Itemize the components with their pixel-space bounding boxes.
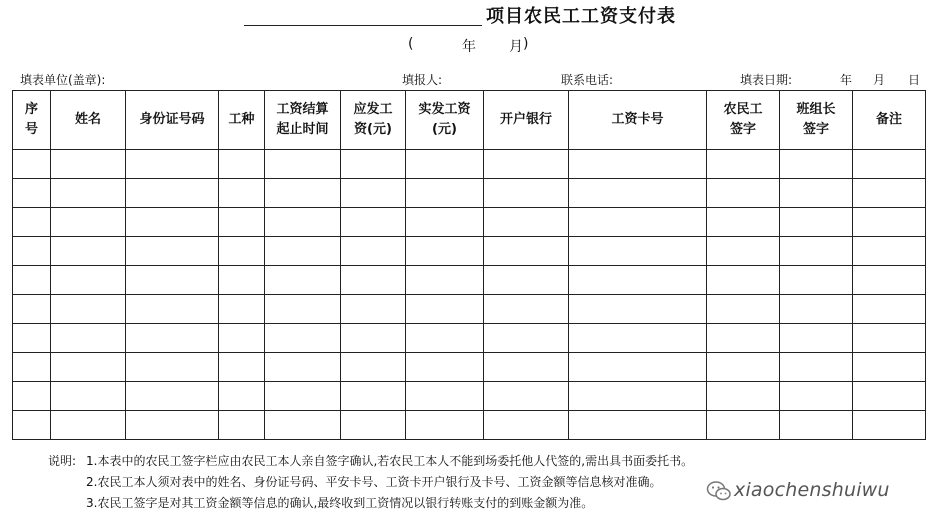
table-cell[interactable] (265, 266, 341, 295)
table-cell[interactable] (341, 237, 406, 266)
table-cell[interactable] (853, 324, 926, 353)
table-cell[interactable] (126, 266, 219, 295)
table-cell[interactable] (484, 208, 569, 237)
table-cell[interactable] (265, 237, 341, 266)
table-cell[interactable] (707, 353, 780, 382)
header-remarks: 备注 (853, 91, 926, 150)
table-cell[interactable] (219, 353, 265, 382)
table-cell[interactable] (707, 411, 780, 440)
table-cell[interactable] (853, 353, 926, 382)
table-cell[interactable] (51, 411, 126, 440)
table-cell[interactable] (126, 411, 219, 440)
table-cell[interactable] (51, 208, 126, 237)
table-cell[interactable] (406, 324, 484, 353)
table-cell[interactable] (265, 353, 341, 382)
table-row (13, 324, 926, 353)
table-cell[interactable] (265, 179, 341, 208)
table-cell[interactable] (126, 353, 219, 382)
table-cell[interactable] (484, 411, 569, 440)
table-cell[interactable] (406, 382, 484, 411)
table-cell[interactable] (707, 150, 780, 179)
table-cell[interactable] (707, 295, 780, 324)
header-settlement-period: 工资结算 起止时间 (265, 91, 341, 150)
table-cell[interactable] (707, 179, 780, 208)
table-cell[interactable] (707, 266, 780, 295)
fill-date-month: 月 (873, 73, 886, 87)
table-cell[interactable] (341, 150, 406, 179)
table-cell[interactable] (265, 208, 341, 237)
table-cell[interactable] (341, 353, 406, 382)
table-cell[interactable] (569, 179, 707, 208)
table-cell[interactable] (569, 382, 707, 411)
table-row (13, 295, 926, 324)
header-team-leader-signature: 班组长 签字 (780, 91, 853, 150)
table-cell[interactable] (51, 324, 126, 353)
table-cell[interactable] (780, 382, 853, 411)
table-cell[interactable] (780, 324, 853, 353)
table-cell[interactable] (406, 353, 484, 382)
table-cell[interactable] (265, 382, 341, 411)
table-cell[interactable] (569, 237, 707, 266)
table-cell[interactable] (569, 353, 707, 382)
table-cell[interactable] (406, 237, 484, 266)
reporter-label: 填报人: (402, 73, 443, 87)
table-cell[interactable] (853, 179, 926, 208)
header-id-number: 身份证号码 (126, 91, 219, 150)
table-cell[interactable] (484, 324, 569, 353)
table-row (13, 179, 926, 208)
phone-label: 联系电话: (561, 73, 614, 87)
fill-date-day: 日 (908, 73, 921, 87)
notes-prefix: 说明: (48, 454, 77, 468)
table-cell[interactable] (853, 150, 926, 179)
unit-label: 填表单位(盖章): (20, 73, 106, 87)
header-bank: 开户银行 (484, 91, 569, 150)
table-cell[interactable] (51, 150, 126, 179)
fill-date-year: 年 (840, 73, 853, 87)
table-cell[interactable] (341, 295, 406, 324)
table-cell[interactable] (484, 353, 569, 382)
header-card-number: 工资卡号 (569, 91, 707, 150)
table-header-row (13, 91, 926, 150)
table-cell[interactable] (853, 208, 926, 237)
table-cell[interactable] (707, 324, 780, 353)
project-name-blank-line (244, 25, 482, 26)
table-cell[interactable] (484, 179, 569, 208)
table-cell[interactable] (126, 237, 219, 266)
table-cell[interactable] (219, 179, 265, 208)
table-cell[interactable] (219, 382, 265, 411)
table-cell[interactable] (126, 295, 219, 324)
table-cell[interactable] (569, 208, 707, 237)
table-cell[interactable] (13, 237, 51, 266)
table-cell[interactable] (51, 353, 126, 382)
table-cell[interactable] (406, 411, 484, 440)
table-cell[interactable] (126, 208, 219, 237)
table-cell[interactable] (219, 295, 265, 324)
table-cell[interactable] (707, 237, 780, 266)
table-cell[interactable] (219, 266, 265, 295)
table-cell[interactable] (126, 179, 219, 208)
table-cell[interactable] (13, 382, 51, 411)
wage-payment-table (12, 90, 926, 440)
table-cell[interactable] (853, 382, 926, 411)
header-wage-paid: 实发工资 (元) (406, 91, 484, 150)
table-row (13, 208, 926, 237)
table-cell[interactable] (707, 208, 780, 237)
table-row (13, 237, 926, 266)
header-worker-signature: 农民工 签字 (707, 91, 780, 150)
table-cell[interactable] (780, 208, 853, 237)
table-cell[interactable] (853, 295, 926, 324)
table-cell[interactable] (780, 150, 853, 179)
table-cell[interactable] (484, 150, 569, 179)
table-cell[interactable] (780, 353, 853, 382)
table-cell[interactable] (780, 411, 853, 440)
table-cell[interactable] (13, 150, 51, 179)
table-cell[interactable] (219, 208, 265, 237)
watermark-text: xiaochenshuiwu (734, 479, 890, 501)
table-cell[interactable] (484, 266, 569, 295)
table-row (13, 266, 926, 295)
table-cell[interactable] (265, 324, 341, 353)
table-cell[interactable] (853, 237, 926, 266)
table-cell[interactable] (406, 179, 484, 208)
table-cell[interactable] (265, 411, 341, 440)
table-cell[interactable] (126, 150, 219, 179)
period-close-paren: ) (523, 36, 529, 52)
table-cell[interactable] (265, 150, 341, 179)
table-cell[interactable] (341, 382, 406, 411)
period-open-paren: ( (408, 36, 414, 52)
header-serial-no: 序 号 (13, 91, 51, 150)
table-cell[interactable] (13, 353, 51, 382)
table-cell[interactable] (341, 179, 406, 208)
header-name: 姓名 (51, 91, 126, 150)
table-cell[interactable] (406, 208, 484, 237)
table-row (13, 382, 926, 411)
table-cell[interactable] (569, 411, 707, 440)
document-title: 项目农民工工资支付表 (486, 6, 676, 27)
table-cell[interactable] (780, 295, 853, 324)
table-row (13, 353, 926, 382)
table-cell[interactable] (13, 411, 51, 440)
table-cell[interactable] (341, 324, 406, 353)
table-cell[interactable] (13, 179, 51, 208)
table-cell[interactable] (780, 237, 853, 266)
table-cell[interactable] (341, 266, 406, 295)
table-cell[interactable] (780, 179, 853, 208)
table-cell[interactable] (126, 324, 219, 353)
table-cell[interactable] (853, 266, 926, 295)
table-cell[interactable] (13, 324, 51, 353)
table-cell[interactable] (51, 382, 126, 411)
table-cell[interactable] (265, 295, 341, 324)
note-item: 1.本表中的农民工签字栏应由农民工本人亲自签字确认,若农民工本人不能到场委托他人代签的,需出具书面委托书。 (86, 454, 694, 468)
wechat-icon (706, 480, 732, 502)
table-cell[interactable] (569, 150, 707, 179)
table-cell[interactable] (13, 208, 51, 237)
table-row (13, 150, 926, 179)
table-cell[interactable] (13, 266, 51, 295)
table-cell[interactable] (51, 179, 126, 208)
table-cell[interactable] (219, 237, 265, 266)
table-cell[interactable] (51, 266, 126, 295)
note-item: 3.农民工签字是对其工资金额等信息的确认,最终收到工资情况以银行转账支付的到账金额为准。 (86, 496, 594, 510)
period-month-label: 月 (509, 39, 523, 55)
table-cell[interactable] (569, 266, 707, 295)
title-row (0, 2, 937, 28)
header-wage-payable: 应发工 资(元) (341, 91, 406, 150)
table-cell[interactable] (569, 324, 707, 353)
fill-date-label: 填表日期: (740, 73, 793, 87)
table-cell[interactable] (341, 208, 406, 237)
table-cell[interactable] (406, 150, 484, 179)
table-cell[interactable] (341, 411, 406, 440)
header-work-type: 工种 (219, 91, 265, 150)
table-cell[interactable] (219, 324, 265, 353)
table-cell[interactable] (484, 382, 569, 411)
table-cell[interactable] (484, 237, 569, 266)
table-cell[interactable] (51, 295, 126, 324)
table-cell[interactable] (406, 295, 484, 324)
table-row (13, 411, 926, 440)
table-cell[interactable] (569, 295, 707, 324)
table-cell[interactable] (853, 411, 926, 440)
table-cell[interactable] (219, 411, 265, 440)
table-body (13, 150, 926, 440)
table-cell[interactable] (780, 266, 853, 295)
table-cell[interactable] (126, 382, 219, 411)
table-cell[interactable] (484, 295, 569, 324)
table-cell[interactable] (707, 382, 780, 411)
note-item: 2.农民工本人须对表中的姓名、身份证号码、平安卡号、工资卡开户银行及卡号、工资金额等信息核对准确。 (86, 475, 662, 489)
table-cell[interactable] (13, 295, 51, 324)
table-cell[interactable] (406, 266, 484, 295)
table-cell[interactable] (219, 150, 265, 179)
period-year-label: 年 (462, 39, 476, 55)
table-cell[interactable] (51, 237, 126, 266)
